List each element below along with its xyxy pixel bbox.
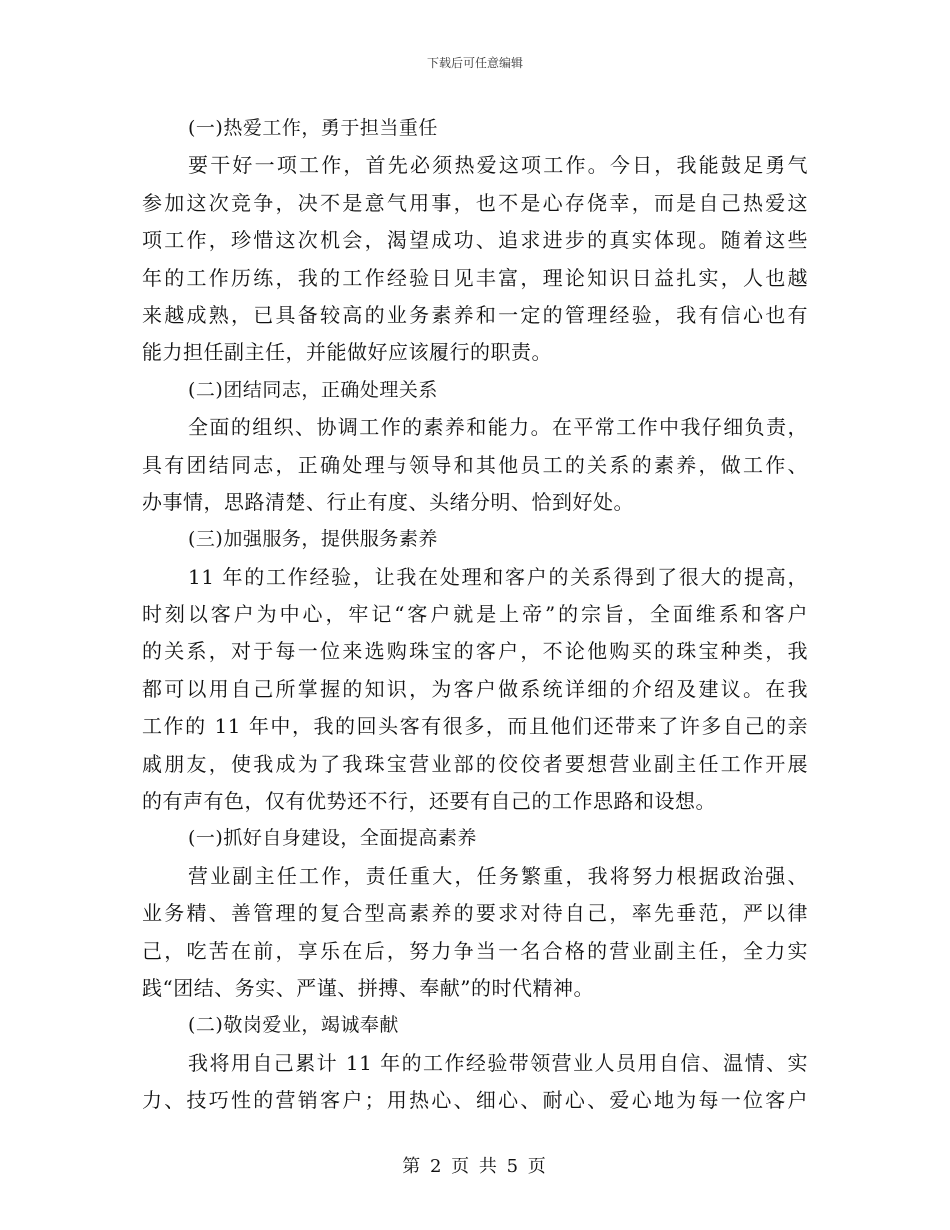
body-text-line: 全面的组织、协调工作的素养和能力。在平常工作中我仔细负责，: [188, 415, 808, 440]
body-text-line: 业务精、善管理的复合型高素养的要求对待自己，率先垂范，严以律: [142, 901, 808, 926]
section-heading: (三)加强服务，提供服务素养: [188, 528, 438, 551]
body-text-line: 工作的 11 年中，我的回头客有很多，而且他们还带来了许多自己的亲: [142, 714, 808, 739]
body-text-line: 要干好一项工作，首先必须热爱这项工作。今日，我能鼓足勇气: [188, 153, 808, 178]
body-text-line: 的关系，对于每一位来选购珠宝的客户，不论他购买的珠宝种类，我: [142, 639, 808, 664]
page-number: 第 2 页 共 5 页: [402, 1156, 548, 1177]
body-text-line: 项工作，珍惜这次机会，渴望成功、追求进步的真实体现。随着这些: [142, 228, 808, 253]
page-header: 下载后可任意编辑: [426, 56, 523, 70]
body-text-line: 戚朋友，使我成为了我珠宝营业部的佼佼者要想营业副主任工作开展: [142, 751, 808, 776]
body-text-line: 年的工作历练，我的工作经验日见丰富，理论知识日益扎实，人也越: [142, 265, 808, 290]
body-text-line: 时刻以客户为中心，牢记“客户就是上帝”的宗旨，全面维系和客户: [142, 602, 808, 627]
body-text-line: 11 年的工作经验，让我在处理和客户的关系得到了很大的提高，: [188, 564, 808, 589]
document-body: [142, 110, 808, 1120]
body-text-line: 办事情，思路清楚、行止有度、头绪分明、恰到好处。: [142, 489, 634, 514]
section-heading: (二)团结同志，正确处理关系: [188, 378, 438, 401]
section-heading: (二)敬岗爱业，竭诚奉献: [188, 1014, 399, 1037]
body-text-line: 的有声有色，仅有优势还不行，还要有自己的工作思路和设想。: [142, 789, 716, 814]
body-text-line: 践“团结、务实、严谨、拼搏、奉献”的时代精神。: [142, 975, 594, 1000]
section-heading: (一)热爱工作，勇于担当重任: [188, 117, 438, 139]
body-text-line: 营业副主任工作，责任重大，任务繁重，我将努力根据政治强、: [188, 863, 808, 888]
body-text-line: 己，吃苦在前，享乐在后，努力争当一名合格的营业副主任，全力实: [142, 938, 808, 963]
section-heading: (一)抓好自身建设，全面提高素养: [188, 827, 477, 850]
body-text-line: 来越成熟，已具备较高的业务素养和一定的管理经验，我有信心也有: [142, 302, 808, 327]
body-text-line: 具有团结同志，正确处理与领导和其他员工的关系的素养，做工作、: [142, 452, 808, 477]
body-text-line: 都可以用自己所掌握的知识，为客户做系统详细的介绍及建议。在我: [142, 676, 808, 701]
body-text-line: 力、技巧性的营销客户；用热心、细心、耐心、爱心地为每一位客户: [142, 1088, 808, 1113]
body-text-line: 我将用自己累计 11 年的工作经验带领营业人员用自信、温情、实: [188, 1050, 808, 1075]
body-text-line: 能力担任副主任，并能做好应该履行的职责。: [142, 340, 552, 365]
body-text-line: 参加这次竞争，决不是意气用事，也不是心存侥幸，而是自己热爱这: [142, 190, 808, 215]
